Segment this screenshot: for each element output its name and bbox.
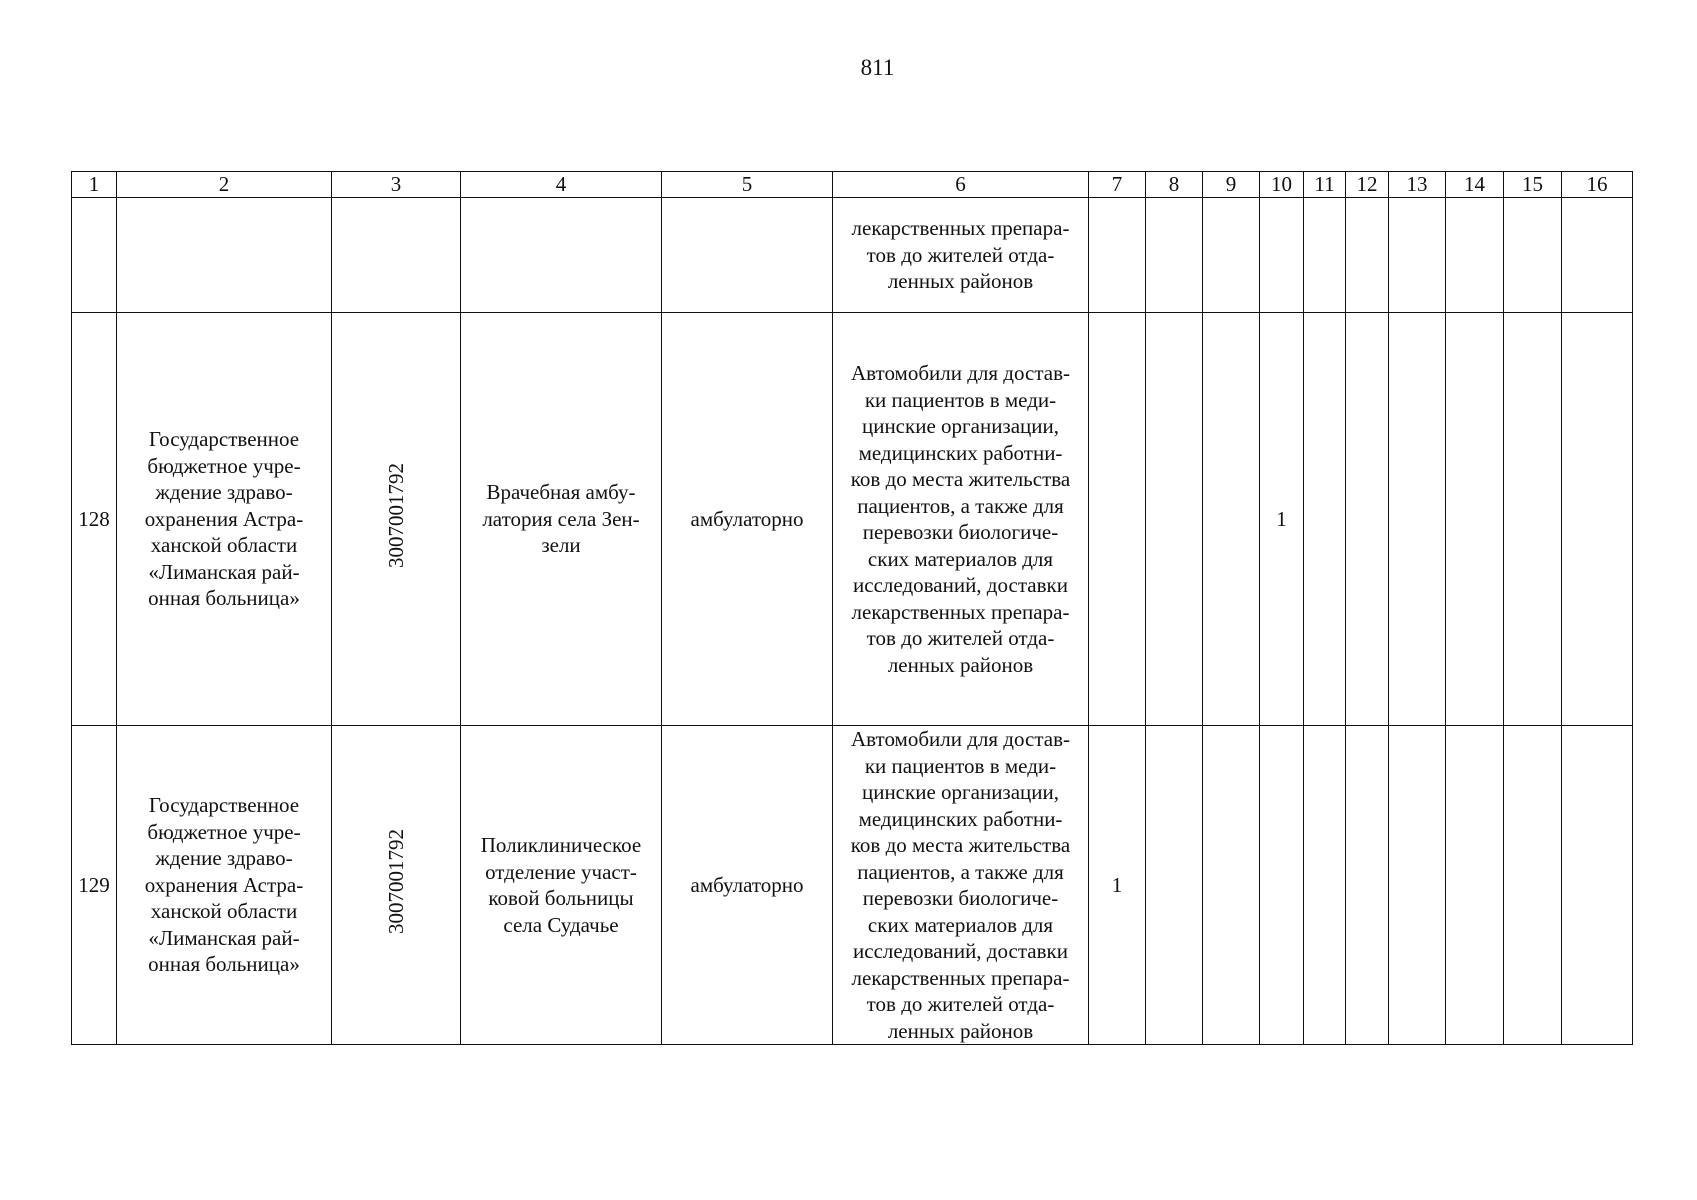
purpose-cell: Автомобили для достав- ки пациентов в меди- цинские организации, медицинских работни- ков до места жительства пациентов, а также для перевозки биологиче- ских материалов для исследований, доставки лекарственных препара- тов до жителей отда- ленных районов (833, 726, 1089, 1045)
unit-cell (461, 198, 662, 313)
column-number: 15 (1504, 172, 1562, 198)
count-cell (1089, 313, 1146, 726)
column-number: 12 (1346, 172, 1389, 198)
count-cell (1346, 726, 1389, 1045)
page-number: 811 (860, 55, 895, 80)
table-row (72, 313, 1633, 726)
code-text: 3007001792 (383, 463, 408, 569)
count-cell (1446, 313, 1504, 726)
column-number: 6 (833, 172, 1089, 198)
count-cell (1562, 726, 1633, 1045)
organization-cell (117, 198, 332, 313)
column-number: 11 (1304, 172, 1346, 198)
purpose-cell: Автомобили для достав- ки пациентов в меди- цинские организации, медицинских работни- ков до места жительства пациентов, а также для перевозки биологиче- ских материалов для исследований, доставки лекарственных препара- тов до жителей отда- ленных районов (833, 313, 1089, 726)
column-number: 14 (1446, 172, 1504, 198)
column-number: 5 (662, 172, 833, 198)
count-cell (1562, 313, 1633, 726)
count-cell (1304, 198, 1346, 313)
count-cell (1389, 198, 1446, 313)
count-cell (1203, 313, 1260, 726)
count-cell (1304, 313, 1346, 726)
count-cell (1146, 313, 1203, 726)
table-row (72, 726, 1633, 1045)
data-table (71, 171, 1633, 1045)
condition-cell: амбулаторно (662, 726, 833, 1045)
row-number-cell: 128 (72, 313, 117, 726)
count-cell (1346, 198, 1389, 313)
organization-cell: Государственное бюджетное учре- ждение здраво- охранения Астра- ханской области «Лиманская рай- онная больница» (117, 726, 332, 1045)
count-cell (1562, 198, 1633, 313)
column-number: 9 (1203, 172, 1260, 198)
count-cell (1446, 726, 1504, 1045)
count-cell (1260, 198, 1304, 313)
unit-cell: Поликлиническое отделение участ- ковой больницы села Судачье (461, 726, 662, 1045)
column-number: 13 (1389, 172, 1446, 198)
column-number: 10 (1260, 172, 1304, 198)
count-cell: 1 (1089, 726, 1146, 1045)
column-number: 4 (461, 172, 662, 198)
count-cell: 1 (1260, 313, 1304, 726)
count-cell (1203, 726, 1260, 1045)
organization-cell: Государственное бюджетное учре- ждение здраво- охранения Астра- ханской области «Лиманская рай- онная больница» (117, 313, 332, 726)
column-number: 1 (72, 172, 117, 198)
column-number: 7 (1089, 172, 1146, 198)
count-cell (1504, 313, 1562, 726)
count-cell (1304, 726, 1346, 1045)
row-number-cell: 129 (72, 726, 117, 1045)
count-cell (1089, 198, 1146, 313)
count-cell (1203, 198, 1260, 313)
column-number: 2 (117, 172, 332, 198)
purpose-cell: лекарственных препара- тов до жителей отда- ленных районов (833, 198, 1089, 313)
code-cell (332, 313, 461, 726)
code-cell (332, 726, 461, 1045)
code-text: 3007001792 (383, 829, 408, 935)
count-cell (1504, 726, 1562, 1045)
column-number: 8 (1146, 172, 1203, 198)
condition-cell: амбулаторно (662, 313, 833, 726)
code-cell (332, 198, 461, 313)
column-number: 3 (332, 172, 461, 198)
count-cell (1146, 726, 1203, 1045)
column-number-row (72, 172, 1633, 198)
unit-cell: Врачебная амбу- латория села Зен- зели (461, 313, 662, 726)
count-cell (1389, 726, 1446, 1045)
row-number-cell (72, 198, 117, 313)
table-row (72, 198, 1633, 313)
count-cell (1346, 313, 1389, 726)
count-cell (1446, 198, 1504, 313)
count-cell (1389, 313, 1446, 726)
count-cell (1146, 198, 1203, 313)
count-cell (1504, 198, 1562, 313)
column-number: 16 (1562, 172, 1633, 198)
count-cell (1260, 726, 1304, 1045)
condition-cell (662, 198, 833, 313)
